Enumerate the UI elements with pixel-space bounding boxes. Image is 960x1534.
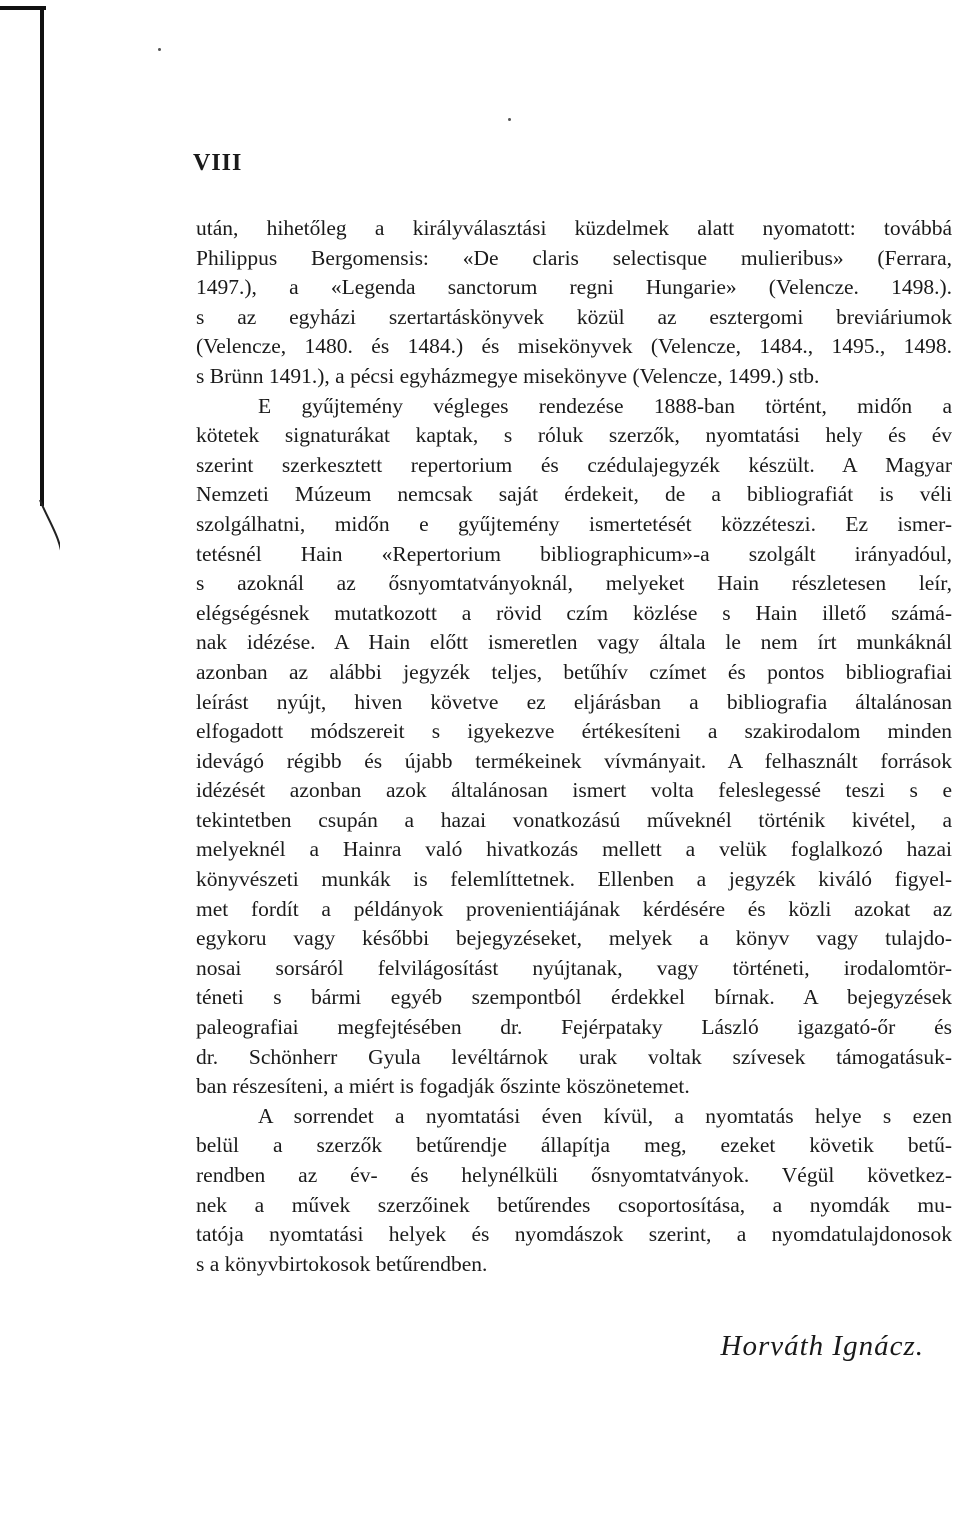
text-line: rendben az év- és helynélküli ősnyomtatványok. Végül következ- xyxy=(196,1163,952,1187)
text-line: azonban az alábbi jegyzék teljes, betűhív czímet és pontos bibliografiai xyxy=(196,659,952,684)
text-line: tatója nyomtatási helyek és nyomdászok szerint, a nyomdatulajdonosok xyxy=(196,1222,952,1247)
scan-edge-curve xyxy=(0,500,60,1534)
text-line: szerint szerkesztett repertorium és czédulajegyzék készült. A Magyar xyxy=(196,452,952,477)
text-line: nek a művek szerzőinek betűrendes csoportosítása, a nyomdák mu- xyxy=(196,1192,952,1217)
text-line: tekintetben csupán a hazai vonatkozású műveknél történik kivétel, a xyxy=(196,807,952,832)
text-line: s Brünn 1491.), a pécsi egyházmegye misekönyve (Velencze, 1499.) stb. xyxy=(196,363,820,388)
text-line: Philippus Bergomensis: «De claris selectisque mulieribus» (Ferrara, xyxy=(196,245,952,270)
text-line: dr. Schönherr Gyula levéltárnok urak voltak szívesek támogatásuk- xyxy=(196,1044,952,1069)
text-line: nak idézése. A Hain előtt ismeretlen vagy általa le nem írt munkáknál xyxy=(196,630,952,655)
scan-speck xyxy=(158,48,161,51)
scan-speck xyxy=(508,118,511,121)
text-line: paleografiai megfejtésében dr. Fejérpataky László igazgató-őr és xyxy=(196,1015,952,1040)
text-line: után, hihetőleg a királyválasztási küzdelmek alatt nyomatott: továbbá xyxy=(196,216,952,240)
text-line: tetésnél Hain «Repertorium bibliographicum»-a szolgált irányadóul, xyxy=(196,541,952,566)
text-line: nosai sorsáról felvilágosítást nyújtanak, vagy történeti, irodalomtör- xyxy=(196,955,952,980)
body-text xyxy=(196,214,952,1279)
text-line: melyeknél a Hainra való hivatkozás mellett a velük foglalkozó hazai xyxy=(196,837,952,862)
text-line: ban részesíteni, a miért is fogadják őszinte köszönetemet. xyxy=(196,1074,690,1099)
text-line: leírást nyújt, hiven követve ez eljárásban a bibliografia általánosan xyxy=(196,689,952,714)
text-line: elfogadott módszereit s igyekezve értékesíteni a szakirodalom minden xyxy=(196,719,952,744)
text-line: könyvészeti munkák is felemlíttetnek. Ellenben a jegyzék kiváló figyel- xyxy=(196,867,952,892)
page-number: VIII xyxy=(193,150,243,176)
text-line: (Velencze, 1480. és 1484.) és misekönyvek (Velencze, 1484., 1495., 1498. xyxy=(196,334,952,359)
text-line: téneti s bármi egyéb szempontból érdekkel bírnak. A bejegyzések xyxy=(196,985,952,1010)
text-line: kötetek signaturákat kaptak, s róluk szerzők, nyomtatási hely és év xyxy=(196,423,952,448)
text-line: s a könyvbirtokosok betűrendben. xyxy=(196,1251,488,1276)
text-line: s azoknál az ősnyomtatványoknál, melyeket Hain részletesen leír, xyxy=(196,571,952,596)
text-line: elégségésnek mutatkozott a rövid czím közlése s Hain illető számá- xyxy=(196,600,952,625)
text-line: Nemzeti Múzeum nemcsak saját érdekeit, de a bibliografiát is véli xyxy=(196,482,952,507)
author-signature: Horváth Ignácz. xyxy=(720,1330,924,1362)
text-line: belül a szerzők betűrendje állapítja meg, ezeket követik betű- xyxy=(196,1133,952,1158)
scan-border-left xyxy=(40,6,44,506)
text-line: idevágó régibb és újabb termékeinek vívmányait. A felhasznált források xyxy=(196,748,952,773)
text-line: E gyűjtemény végleges rendezése 1888-ban történt, midőn a xyxy=(258,393,952,418)
text-line: A sorrendet a nyomtatási éven kívül, a nyomtatás helye s ezen xyxy=(258,1103,952,1128)
text-line: szolgálhatni, midőn e gyűjtemény ismertetését közzéteszi. Ez ismer- xyxy=(196,511,952,536)
text-line: met fordít a példányok provenientiájának kérdésére és közli azokat az xyxy=(196,896,952,921)
text-line: s az egyházi szertartáskönyvek közül az esztergomi breviáriumok xyxy=(196,304,952,329)
text-line: idézését azonban azok általánosan ismert volta feleslegessé teszi s e xyxy=(196,778,952,803)
text-line: egykoru vagy későbbi bejegyzéseket, melyek a könyv vagy tulajdo- xyxy=(196,926,952,951)
text-line: 1497.), a «Legenda sanctorum regni Hungarie» (Velencze. 1498.). xyxy=(196,275,952,300)
